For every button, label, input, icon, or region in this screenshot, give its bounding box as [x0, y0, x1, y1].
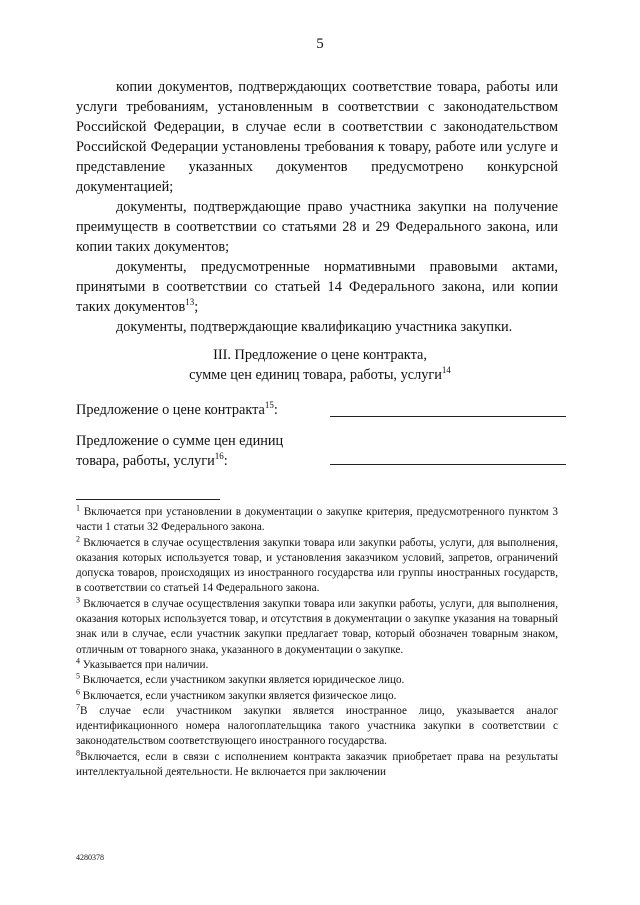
label-colon: :	[223, 453, 228, 469]
unit-sum-text: товара, работы, услуги	[76, 453, 215, 469]
price-offer-field[interactable]	[330, 416, 566, 417]
footnote-8	[76, 750, 558, 781]
footnotes	[76, 505, 558, 780]
paragraph-text: документы, подтверждающие квалификацию участника закупки.	[116, 319, 513, 335]
footnote-number: 7	[76, 702, 80, 712]
paragraph-tail: ;	[194, 299, 199, 315]
footnote-number: 1	[76, 503, 80, 513]
footnote-text: Включается, если участником закупки является физическое лицо.	[82, 689, 397, 702]
footnote-7	[76, 704, 558, 750]
footnote-text: Включается в случае осуществления закупки товара или закупки работы, услуги, для выполнения, оказания которых используется товар, и установления заказчиком условий, запретов, ограничений допуска товаров, происходящих из иностранного государства или группы иностранных государств, в соответствии со статьей 14 Федерального закона.	[76, 536, 559, 595]
unit-sum-field[interactable]	[330, 464, 566, 465]
section-heading	[0, 345, 640, 385]
footnote-2	[76, 533, 559, 597]
price-offer-text: Предложение о цене контракта	[76, 402, 265, 418]
footnote-3	[76, 597, 558, 658]
paragraph-copies	[76, 77, 558, 197]
document-body	[76, 77, 558, 337]
footnote-1	[76, 505, 558, 536]
section-heading-text: сумме цен единиц товара, работы, услуги	[189, 367, 442, 383]
price-offer-label	[76, 400, 278, 420]
footnote-number: 3	[76, 595, 80, 605]
footnote-text: Включается в случае осуществления закупки товара или закупки работы, услуги, для выполнения, оказания которых используется товар, и отсутствия в документации о закупке указания на товарный знак или в случае, если участник закупки предлагает товар, который обозначен товарным знаком, отличным от товарного знака, указанного в документации о закупке.	[76, 597, 559, 656]
footnote-4	[76, 658, 558, 673]
section-heading-line1: III. Предложение о цене контракта,	[213, 347, 427, 363]
footnote-separator	[76, 499, 220, 500]
paragraph-text: документы, подтверждающие право участника закупки на получение преимуществ в соответствии со статьями 28 и 29 Федерального закона, или копии таких документов;	[76, 199, 558, 255]
page-number: 5	[316, 36, 324, 52]
footnote-text: Включается, если участником закупки является юридическое лицо.	[82, 674, 405, 687]
footnote-ref[interactable]: 16	[214, 451, 224, 462]
footnote-text: Включается при установлении в документации о закупке критерия, предусмотренного пунктом 3 части 1 статьи 32 Федерального закона.	[76, 506, 558, 534]
document-code: 4280378	[76, 853, 104, 862]
footnote-number: 4	[76, 656, 80, 666]
footnote-text: Включается, если в связи с исполнением контракта заказчик приобретает права на результаты интеллектуальной деятельности. Не включается при заключении	[76, 750, 558, 779]
footnote-ref[interactable]: 14	[441, 365, 451, 376]
footnote-number: 8	[76, 748, 80, 758]
unit-sum-label-line1: Предложение о сумме цен единиц	[76, 433, 284, 449]
paragraph-text: документы, предусмотренные нормативными правовыми актами, принятыми в соответствии со статьей 14 Федерального закона, или копии таких документов	[76, 259, 558, 315]
paragraph-preferences	[76, 197, 558, 257]
paragraph-qualification	[76, 317, 558, 337]
footnote-6	[76, 686, 558, 704]
unit-sum-label-line2	[76, 451, 283, 471]
footnote-ref[interactable]: 13	[185, 297, 195, 308]
footnote-number: 2	[76, 533, 80, 543]
footnote-5	[76, 673, 558, 688]
paragraph-normative-acts	[76, 257, 558, 317]
footnote-number: 5	[76, 671, 80, 681]
footnote-ref[interactable]: 15	[264, 400, 274, 411]
paragraph-text: копии документов, подтверждающих соответствие товара, работы или услуги требованиям, установленным в соответствии с законодательством Российской Федерации, в случае если в соответствии с законодательством Российской Федерации установлены требования к товару, работе или услуге и представление указанных документов предусмотрено конкурсной документацией;	[76, 79, 558, 195]
footnote-number: 6	[76, 686, 80, 696]
unit-sum-label	[76, 431, 283, 471]
label-colon: :	[273, 402, 278, 418]
footnote-text: Указывается при наличии.	[82, 658, 209, 671]
footnote-text: В случае если участником закупки является иностранное лицо, указывается аналог идентификационного номера налогоплательщика такого участника закупки в соответствии с законодательством соответствующего иностранного государства.	[76, 704, 558, 748]
section-heading-line2	[0, 365, 640, 385]
